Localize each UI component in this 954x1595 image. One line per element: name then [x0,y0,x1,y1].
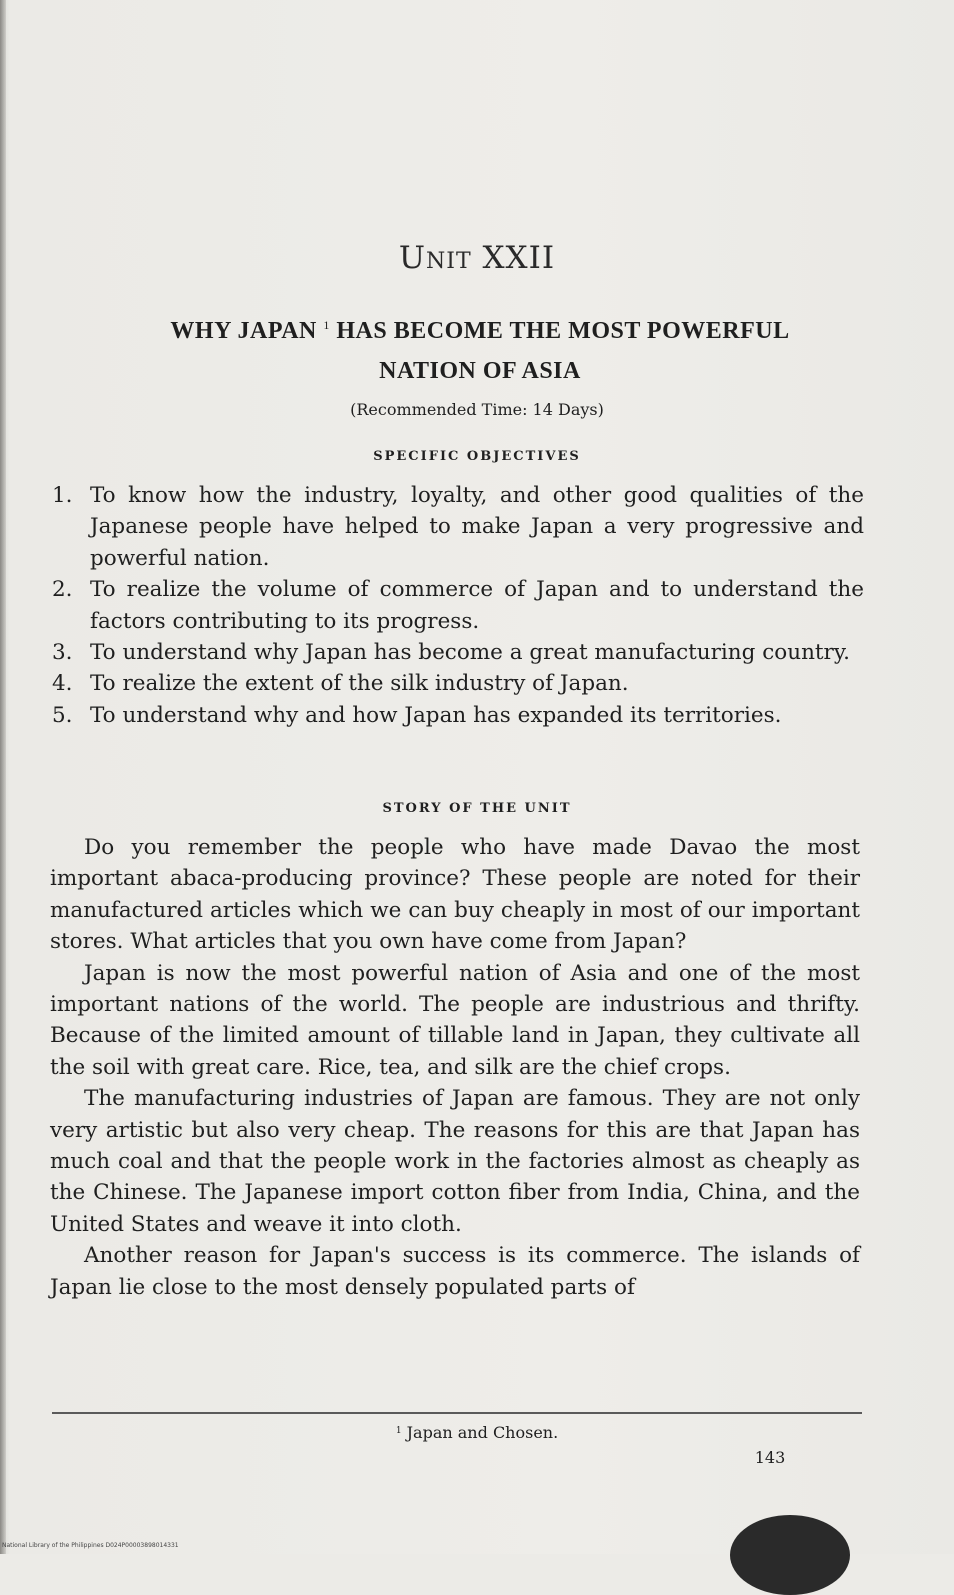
objective-text: To realize the extent of the silk industry of Japan. [90,671,629,697]
story-text [50,832,860,1303]
heading-line-1-start: WHY JAPAN [170,318,317,344]
footnote [0,1423,954,1442]
objective-number: 5. [52,702,73,728]
objective-number: 3. [52,640,73,666]
objective-item [52,637,864,668]
heading-line-1 [70,305,890,351]
objective-number: 2. [52,577,73,603]
unit-title: Unit XXII [398,240,556,276]
footnote-text: Japan and Chosen. [406,1423,559,1442]
story-paragraph: Japan is now the most powerful nation of Asia and one of the most important nations of the world. The people are industrious and thrifty. Because of the limited amount of tillable land in Japan, they cultivate all the soil with great care. Rice, tea, and silk are the chief crops. [50,960,860,1080]
objective-item [52,668,864,699]
heading-footnote-marker: 1 [323,318,330,332]
footnote-marker: 1 [395,1426,402,1436]
heading-line-1-end: HAS BECOME THE MOST POWERFUL [336,318,790,344]
objective-text: To know how the industry, loyalty, and other good qualities of the Japanese people have helped to make Japan a very progressive and powerful nation. [90,483,864,571]
objective-text: To understand why Japan has become a great manufacturing country. [90,640,850,666]
binding-edge [0,0,6,1554]
objective-text: To realize the volume of commerce of Japan and to understand the factors contributing to its progress. [90,577,864,634]
thumb-shadow [730,1515,850,1595]
page-number: 143 [754,1448,786,1467]
story-label: STORY OF THE UNIT [382,801,572,816]
objectives-list [52,480,864,731]
story-paragraph: The manufacturing industries of Japan are famous. They are not only very artistic but also very cheap. The reasons for this are that Japan has much coal and that the people work in the factories almost as cheaply as the Chinese. The Japanese import cotton fiber from India, China, and the United States and weave it into cloth. [50,1086,860,1237]
story-paragraph: Another reason for Japan's success is its commerce. The islands of Japan lie close to the most densely populated parts of [50,1243,860,1300]
scan-credit: National Library of the Philippines D024P00003898014331 [2,1542,179,1549]
footnote-divider [52,1412,862,1414]
objective-number: 4. [52,671,73,697]
objective-item [52,480,864,574]
heading-line-2: NATION OF ASIA [379,358,581,384]
objective-text: To understand why and how Japan has expanded its territories. [90,702,782,728]
objective-item [52,700,864,731]
chapter-heading [70,305,890,391]
objective-number: 1. [52,483,73,508]
objectives-label: SPECIFIC OBJECTIVES [373,449,581,464]
recommended-time: (Recommended Time: 14 Days) [350,400,604,419]
story-paragraph: Do you remember the people who have made Davao the most important abaca-producing province? These people are noted for their manufactured articles which we can buy cheaply in most of our important stores. What articles that you own have come from Japan? [50,835,860,955]
objective-item [52,574,864,637]
